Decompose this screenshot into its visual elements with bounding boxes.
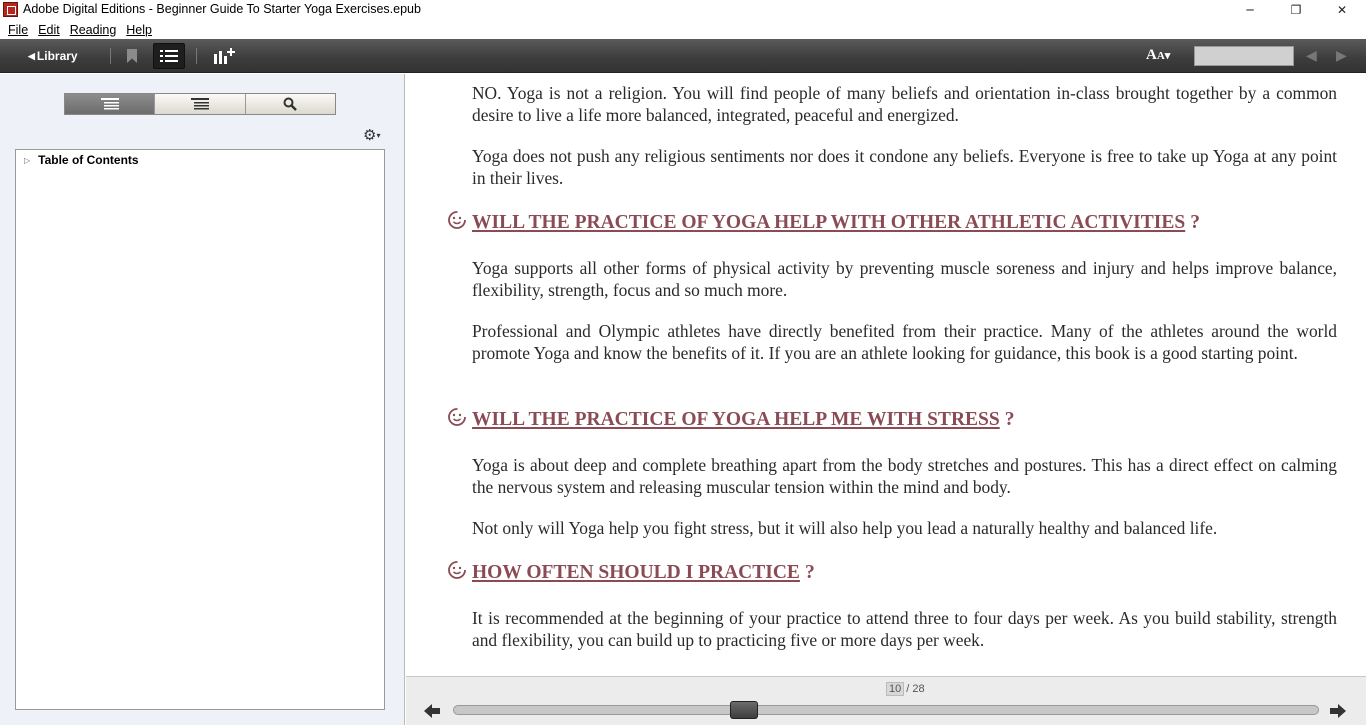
sidebar-options-button[interactable] — [363, 126, 380, 144]
tab-search[interactable] — [246, 94, 335, 114]
font-size-button[interactable] — [1146, 47, 1170, 64]
search-icon — [283, 97, 297, 111]
heading-question-mark: ? — [804, 562, 815, 583]
close-button[interactable]: ✕ — [1336, 3, 1348, 17]
page-slider-track[interactable] — [453, 705, 1319, 715]
bookmarks-list-icon — [191, 98, 209, 110]
toc-label: Table of Contents — [38, 153, 139, 167]
expand-arrow-icon[interactable]: ▷ — [24, 155, 31, 165]
menu-reading[interactable]: Reading — [69, 22, 117, 37]
adobe-digital-editions-icon — [3, 2, 18, 17]
minimize-button[interactable]: ─ — [1246, 3, 1254, 17]
paragraph: NO. Yoga is not a religion. You will find people of many beliefs and orientation in-class brought together by a common desire to live a life more balanced, integrated, peaceful and energized. — [472, 83, 1337, 125]
smiley-icon — [446, 405, 468, 427]
toc-list-icon — [101, 98, 119, 110]
section-heading — [446, 562, 815, 584]
smiley-icon — [446, 558, 468, 580]
tab-table-of-contents[interactable] — [65, 94, 155, 114]
page-slider-thumb[interactable] — [730, 701, 758, 719]
toc-panel — [15, 149, 385, 710]
chevron-down-icon: ▾ — [1164, 50, 1171, 62]
maximize-button[interactable]: ❐ — [1290, 3, 1302, 17]
heading-link[interactable]: HOW OFTEN SHOULD I PRACTICE — [472, 562, 800, 583]
toolbar-divider — [110, 48, 111, 64]
tab-bookmarks[interactable] — [155, 94, 245, 114]
arrow-left-icon — [422, 701, 442, 721]
chart-plus-icon — [213, 47, 235, 65]
sidebar-view-tabs — [64, 93, 336, 115]
bookmark-button[interactable] — [125, 48, 139, 64]
library-button[interactable] — [28, 47, 78, 65]
paragraph: Professional and Olympic athletes have directly benefited from their practice. Many of the athletes around the world promote Yoga and know the benefits of it. If you are an athlete looking for guidance, this book is a good starting point. — [472, 321, 1337, 363]
font-size-small-a: A — [1156, 50, 1165, 62]
toolbar — [0, 39, 1366, 73]
paragraph: Not only will Yoga help you fight stress, but it will also help you lead a naturally healthy and balanced life. — [472, 518, 1218, 538]
heading-question-mark: ? — [1190, 212, 1200, 233]
arrow-right-icon — [1328, 701, 1348, 721]
bookmark-icon — [125, 48, 139, 64]
paragraph: Yoga is about deep and complete breathing apart from the body stretches and postures. This has a direct effect on calming the nervous system and releasing muscular tension within the mind and body. — [472, 455, 1337, 497]
menu-help[interactable]: Help — [126, 22, 152, 37]
heading-link[interactable]: WILL THE PRACTICE OF YOGA HELP ME WITH STRESS — [472, 409, 1000, 430]
back-arrow-icon: ◀ — [28, 50, 35, 61]
previous-page-button[interactable]: ◀ — [1306, 48, 1317, 64]
next-page-arrow[interactable] — [1328, 701, 1348, 721]
menu-bar — [0, 20, 1366, 39]
page-navigation-bar — [406, 676, 1366, 725]
heading-question-mark: ? — [1004, 409, 1015, 430]
smiley-icon — [446, 208, 468, 230]
heading-link[interactable]: WILL THE PRACTICE OF YOGA HELP WITH OTHER ATHLETIC ACTIVITIES — [472, 212, 1186, 233]
paragraph: It is recommended at the beginning of your practice to attend three to four days per week. As you build stability, strength and flexibility, you can build up to practicing five or more days per week. — [472, 608, 1337, 650]
title-bar — [0, 0, 1366, 20]
add-to-collection-button[interactable] — [213, 47, 235, 65]
toc-view-button[interactable] — [153, 43, 185, 69]
next-page-button[interactable]: ▶ — [1336, 48, 1347, 64]
font-size-large-a: A — [1146, 47, 1157, 63]
gear-icon: ⚙ — [363, 126, 377, 144]
total-pages: / 28 — [906, 683, 925, 695]
menu-edit[interactable]: Edit — [38, 22, 60, 37]
section-heading — [446, 409, 1014, 431]
chevron-down-icon: ▾ — [376, 131, 381, 140]
paragraph: Yoga does not push any religious sentiments nor does it condone any beliefs. Everyone is free to take up Yoga at any point in their lives. — [472, 146, 1337, 188]
sidebar — [0, 74, 405, 725]
library-label: Library — [36, 49, 78, 63]
paragraph: Yoga supports all other forms of physical activity by preventing muscle soreness and injury and helps improve balance, flexibility, strength, focus and so much more. — [472, 258, 1337, 300]
window-title: Adobe Digital Editions - Beginner Guide To Starter Yoga Exercises.epub — [23, 2, 421, 16]
page-counter — [886, 682, 925, 696]
page-number-input[interactable] — [1194, 46, 1294, 66]
toc-item-root[interactable] — [24, 153, 139, 167]
section-heading — [446, 212, 1200, 234]
toolbar-divider — [196, 48, 197, 64]
list-icon — [160, 49, 178, 63]
reading-pane — [406, 74, 1366, 676]
previous-page-arrow[interactable] — [422, 701, 442, 721]
menu-file[interactable]: File — [8, 22, 29, 37]
current-page: 10 — [886, 682, 904, 696]
